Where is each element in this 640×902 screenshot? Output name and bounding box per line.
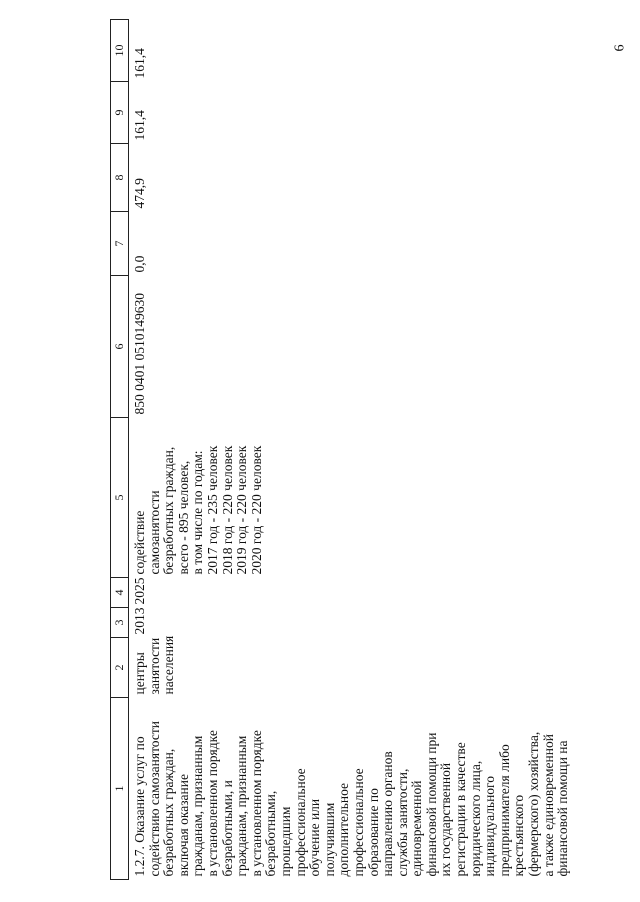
header-col-7: 7 bbox=[111, 212, 129, 276]
program-table bbox=[110, 20, 580, 880]
measures-table bbox=[110, 19, 571, 880]
header-row bbox=[111, 20, 129, 880]
header-col-1: 1 bbox=[111, 698, 129, 880]
header-col-4: 4 bbox=[111, 578, 129, 608]
budget-code-cell: 850 0401 0510149630 bbox=[132, 293, 147, 415]
indicator-cell: содействие самозанятости безработных граждан, всего - 895 человек, в том числе по годам: 2017 год - 235 человек 2018 год - 220 человек 2019 год - 220 человек 2020 год - 220 человек bbox=[132, 445, 264, 575]
page-number: 6 bbox=[612, 44, 628, 52]
header-col-8: 8 bbox=[111, 144, 129, 212]
header-col-10: 10 bbox=[111, 20, 129, 82]
start-year-cell: 2013 bbox=[132, 607, 147, 635]
end-year-cell: 2025 bbox=[132, 577, 147, 605]
value-col9-cell: 161,4 bbox=[132, 110, 147, 141]
header-col-5: 5 bbox=[111, 418, 129, 578]
value-col10-cell: 161,4 bbox=[132, 48, 147, 79]
measure-description: 1.2.7. Оказание услуг по содействию самозанятости безработных граждан, включая оказание гражданам, признанным в установленном порядке безработными, и гражданам, признанным в установленном порядке безработными, прошедшим профессиональное обучение или получившим дополнительное профессиональное образование по направлению органов службы занятости, единовременной финансовой помощи при их государственной регистрации в качестве юридического лица, индивидуального предпринимателя либо крестьянского (фермерского) хозяйства, а также единовременной финансовой помощи на bbox=[132, 720, 571, 877]
header-col-3: 3 bbox=[111, 608, 129, 638]
header-col-2: 2 bbox=[111, 638, 129, 698]
value-col8-cell: 474,9 bbox=[132, 178, 147, 209]
value-col7-cell: 0,0 bbox=[132, 255, 147, 273]
header-col-9: 9 bbox=[111, 82, 129, 144]
header-col-6: 6 bbox=[111, 276, 129, 418]
table-row bbox=[129, 20, 571, 880]
executor-cell: центры занятости населения bbox=[132, 635, 177, 695]
